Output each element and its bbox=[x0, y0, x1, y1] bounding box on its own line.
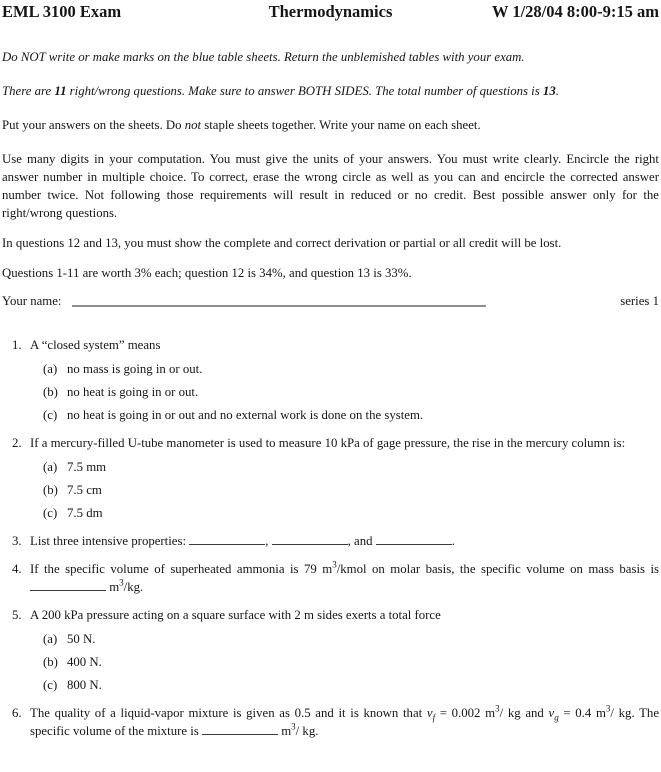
option-row bbox=[30, 653, 659, 671]
option-row bbox=[30, 504, 659, 522]
instruction-note-tables: Do NOT write or make marks on the blue table sheets. Return the unblemished tables with your exam. bbox=[2, 50, 525, 64]
option-list bbox=[30, 458, 659, 522]
question-number: 3. bbox=[12, 534, 22, 548]
fill-in-blank bbox=[376, 537, 452, 545]
instruction-note-sheets: Put your answers on the sheets. Do not staple sheets together. Write your name on each sheet. bbox=[2, 118, 481, 132]
option-text: 7.5 dm bbox=[67, 506, 103, 520]
question-number: 2. bbox=[12, 436, 22, 450]
name-fill-line bbox=[72, 305, 486, 307]
option-row bbox=[30, 630, 659, 648]
question-number: 4. bbox=[12, 562, 22, 576]
fill-in-blank bbox=[189, 537, 265, 545]
header-datetime: W 1/28/04 8:00-9:15 am bbox=[492, 2, 659, 21]
instruction-note-requirements: Use many digits in your computation. You must give the units of your answers. You must write clearly. Encircle the right answer number in multiple choice. To correct, erase the wrong circle as well as you can and encircle the corrected answer number twice. Not following those requirements will result in reduced or no credit. Best possible answer only for the right/wrong questions. bbox=[2, 152, 659, 220]
option-label: (c) bbox=[43, 408, 58, 422]
option-row bbox=[30, 360, 659, 378]
option-row bbox=[30, 676, 659, 694]
question-number: 1. bbox=[12, 338, 22, 352]
question-number: 5. bbox=[12, 608, 22, 622]
option-text: 400 N. bbox=[67, 655, 102, 669]
question-list bbox=[2, 336, 659, 740]
option-label: (c) bbox=[43, 506, 58, 520]
option-list bbox=[30, 360, 659, 424]
option-row bbox=[30, 383, 659, 401]
instruction-note-count: There are 11 right/wrong questions. Make sure to answer BOTH SIDES. The total number of questions is 13. bbox=[2, 84, 559, 98]
option-text: 800 N. bbox=[67, 678, 102, 692]
header-course-code: EML 3100 Exam bbox=[2, 2, 122, 21]
question-number: 6. bbox=[12, 706, 22, 720]
instruction-note-weights: Questions 1-11 are worth 3% each; question 12 is 34%, and question 13 is 33%. bbox=[2, 266, 412, 280]
question-text: List three intensive properties: , , and . bbox=[30, 534, 455, 548]
fill-in-blank bbox=[30, 583, 106, 591]
option-label: (b) bbox=[43, 655, 58, 669]
option-row bbox=[30, 458, 659, 476]
option-text: 7.5 cm bbox=[67, 483, 102, 497]
question-text: If a mercury-filled U-tube manometer is used to measure 10 kPa of gage pressure, the rise in the mercury column is: bbox=[30, 436, 626, 450]
option-text: no mass is going in or out. bbox=[67, 362, 203, 376]
question-item-2 bbox=[2, 434, 659, 522]
option-label: (a) bbox=[43, 362, 58, 376]
question-text: The quality of a liquid-vapor mixture is given as 0.5 and it is known that $v_f = 0.002$ $m^3/$ kg and $v_g = 0.4$ $m^3/$ kg. The specific volume of the mixture is $m^3/$ kg. bbox=[30, 703, 660, 738]
question-text: A 200 kPa pressure acting on a square surface with 2 m sides exerts a total force bbox=[30, 608, 441, 622]
option-row bbox=[30, 406, 659, 424]
header-subject: Thermodynamics bbox=[268, 2, 393, 21]
series-label: series 1 bbox=[620, 294, 659, 308]
option-text: no heat is going in or out. bbox=[67, 385, 199, 399]
question-item-3 bbox=[2, 532, 659, 550]
option-text: no heat is going in or out and no external work is done on the system. bbox=[67, 408, 424, 422]
name-row bbox=[2, 292, 659, 310]
question-text: A “closed system” means bbox=[30, 338, 161, 352]
question-item-6 bbox=[2, 704, 659, 740]
option-list bbox=[30, 630, 659, 694]
option-label: (c) bbox=[43, 678, 58, 692]
instruction-note-derivation: In questions 12 and 13, you must show the complete and correct derivation or partial or all credit will be lost. bbox=[2, 236, 562, 250]
fill-in-blank bbox=[272, 537, 348, 545]
name-label: Your name: bbox=[2, 294, 62, 308]
question-item-1 bbox=[2, 336, 659, 424]
exam-header bbox=[2, 2, 659, 22]
option-label: (b) bbox=[43, 483, 58, 497]
question-item-4 bbox=[2, 560, 659, 596]
option-label: (b) bbox=[43, 385, 58, 399]
question-text: If the specific volume of superheated ammonia is 79 $m^3$/kmol on molar basis, the specific volume on mass basis is $m^3/kg$. bbox=[30, 559, 659, 594]
option-label: (a) bbox=[43, 460, 58, 474]
fill-in-blank bbox=[202, 727, 278, 735]
option-text: 7.5 mm bbox=[67, 460, 107, 474]
question-item-5 bbox=[2, 606, 659, 694]
option-row bbox=[30, 481, 659, 499]
option-text: 50 N. bbox=[67, 632, 96, 646]
option-label: (a) bbox=[43, 632, 58, 646]
